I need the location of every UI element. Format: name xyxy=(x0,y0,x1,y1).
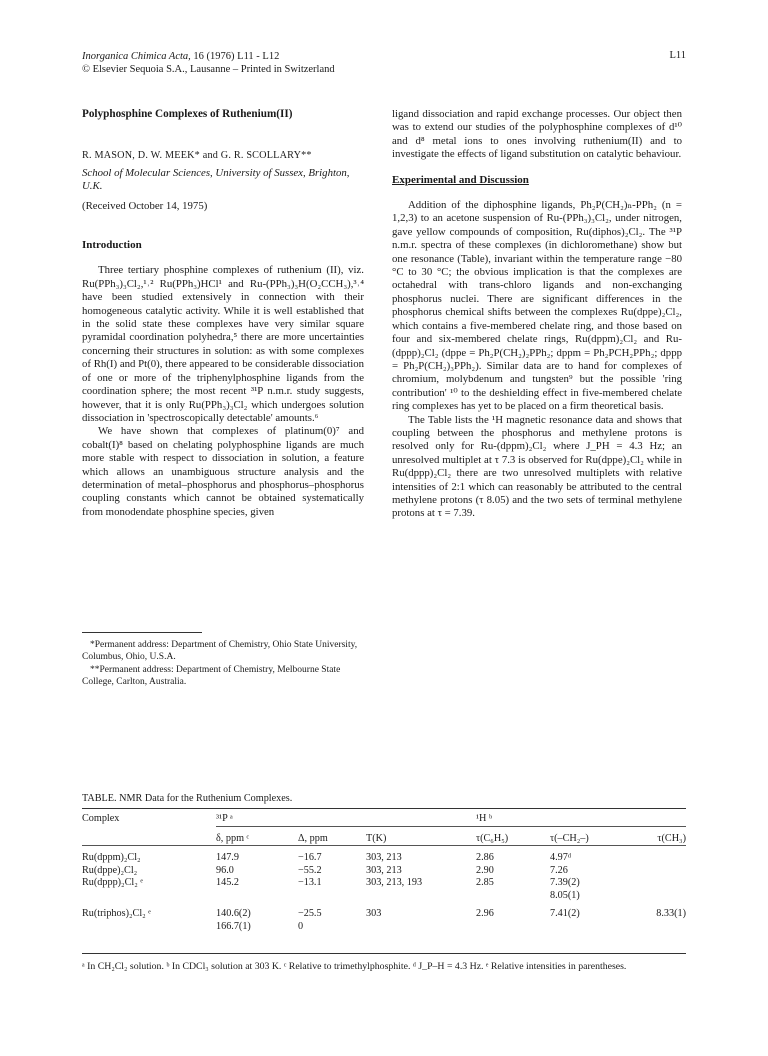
table-cell-delta xyxy=(216,890,298,903)
table-cell-ch3 xyxy=(630,865,686,878)
table-cell-complex xyxy=(82,921,216,934)
table-cell-Delta: −16.7 xyxy=(298,852,322,863)
publisher-line: © Elsevier Sequoia S.A., Lausanne – Printed in Switzerland xyxy=(82,64,335,75)
table-row xyxy=(82,865,686,878)
table-cell-c6h5 xyxy=(476,890,550,903)
footnote-1: *Permanent address: Department of Chemistry, Ohio State University, Columbus, Ohio, U.S.A. xyxy=(82,640,358,662)
table-cell-ch3 xyxy=(630,890,686,903)
table-cell-complex xyxy=(82,890,216,903)
footnote-rule xyxy=(82,632,202,633)
section-heading-experimental: Experimental and Discussion xyxy=(392,173,529,186)
table-cell-ch2: 4.97ᵈ xyxy=(550,852,571,863)
subheader-ch3: τ(CH₃) xyxy=(657,832,686,844)
subheader-delta: δ, ppm ᶜ xyxy=(216,832,250,844)
page-number: L11 xyxy=(669,50,686,61)
nmr-table xyxy=(82,808,686,933)
table-cell-complex: Ru(dppe)₂Cl₂ xyxy=(82,864,138,876)
table-footnote-text: ᵃ In CH₂Cl₂ solution. ᵇ In CDCl₃ solution at 303 K. ᶜ Relative to trimethylphosphite. ᵈ J_P–H = 4.3 Hz. ᵉ Relative intensities in parentheses. xyxy=(82,961,627,972)
left-column xyxy=(82,108,364,519)
footnote-2: **Permanent address: Department of Chemistry, Melbourne State College, Carlton, Australia. xyxy=(82,665,341,687)
experimental-paragraph-2: The Table lists the ¹H magnetic resonance data and shows that coupling between the phosphorus and methylene protons is resolved only for Ru-(dppm)₂Cl₂ where J_PH = 4.3 Hz; an unresolved multiplet at τ 7.3 is observed for Ru(dppe)₂Cl₂ while in Ru(dppp)₂Cl₂ there are two unresolved multiplets with relative intensities of 2:1 which can reasonably be attributed to the central methylene protons (τ 8.05) and the two sets of terminal methylene protons at τ = 7.39. xyxy=(392,413,682,520)
table-cell-ch2 xyxy=(550,921,630,934)
table-cell-delta: 166.7(1) xyxy=(216,920,251,932)
table-header-row xyxy=(82,813,686,826)
right-column xyxy=(392,108,682,521)
table-cell-complex: Ru(triphos)₂Cl₂ ᵉ xyxy=(82,908,151,919)
table-row xyxy=(82,877,686,890)
affiliation: School of Molecular Sciences, University of Sussex, Brighton, U.K. xyxy=(82,166,350,193)
intro-paragraph-2: We have shown that complexes of platinum(0)⁷ and cobalt(I)⁸ based on chelating polyphosphine ligands are much more stable with respect to dissociation in solution, a feature which allows an unambiguous structure analysis and the determination of metal–phosphorus and phosphorus–phosphorus coupling constants which cannot be obtained systematically from monodendate phosphine species, given xyxy=(82,425,364,518)
table-cell-Delta: 0 xyxy=(298,920,304,932)
table-row xyxy=(82,890,686,903)
table-cell-Delta: −55.2 xyxy=(298,864,322,876)
header-31p: ³¹P ᵃ xyxy=(216,813,233,824)
table-cell-ch3 xyxy=(630,852,686,865)
continued-paragraph: ligand dissociation and rapid exchange processes. Our object then was to extend our studies of the polyphosphine complexes of d¹⁰ and d⁸ metal ions to ones involving ruthenium(II) and to investigate the effects of ligand substitution on catalytic behaviour. xyxy=(392,108,682,161)
table-cell-delta: 96.0 xyxy=(216,864,234,876)
table-cell-delta: 147.9 xyxy=(216,852,239,863)
table-cell-T: 303, 213 xyxy=(366,852,402,863)
table-cell-Delta: −25.5 xyxy=(298,908,322,919)
table-cell-complex: Ru(dppp)₂Cl₂ ᵉ xyxy=(82,877,143,888)
table-cell-complex: Ru(dppm)₂Cl₂ xyxy=(82,852,141,863)
table-cell-T: 303, 213, 193 xyxy=(366,877,423,888)
header-complex: Complex xyxy=(82,813,120,824)
header-1h: ¹H ᵇ xyxy=(476,813,493,824)
table-cell-c6h5: 2.86 xyxy=(476,852,494,863)
table-cell-ch2: 7.26 xyxy=(550,864,568,876)
running-header xyxy=(82,50,335,76)
subheader-T: T(K) xyxy=(366,832,387,844)
journal-name: Inorganica Chimica Acta, xyxy=(82,51,191,62)
table-cell-T: 303, 213 xyxy=(366,864,402,876)
received-date: (Received October 14, 1975) xyxy=(82,199,208,212)
journal-citation: 16 (1976) L11 - L12 xyxy=(190,51,280,62)
table-cell-T xyxy=(366,890,476,903)
table-row xyxy=(82,902,686,921)
table-cell-Delta: −13.1 xyxy=(298,877,322,888)
table-cell-c6h5: 2.96 xyxy=(476,908,494,919)
table-cell-c6h5: 2.85 xyxy=(476,877,494,888)
table-cell-ch3 xyxy=(630,877,686,890)
subheader-ch2: τ(–CH₂–) xyxy=(550,832,589,844)
article-title: Polyphosphine Complexes of Ruthenium(II) xyxy=(82,108,293,120)
table-cell-T: 303 xyxy=(366,908,382,919)
intro-paragraph-1: Three tertiary phosphine complexes of ruthenium (II), viz. Ru(PPh₃)₃Cl₂,¹˒² Ru(PPh₃)HCl¹ and Ru-(PPh₃)₃H(O₂CCH₃),³˒⁴ have been studied extensively in connection with their homogeneous catalytic activity. While it is well established that in the solid state these complexes have very similar square pyramidal coordination polyhedra,⁵ there are more uncertainties concerning their structures in solution: as with some complexes of Rh(I) and Pt(0), there appeared to be considerable dissociation of one or more of the triphenylphosphine ligands from the coordination sphere; the most recent ³¹P n.m.r. study suggests, however, that it is only Ru(PPh₃)₃Cl₂ which undergoes solution dissociation in 'spectroscopically detectable' amounts.⁶ xyxy=(82,264,364,424)
table-cell-c6h5: 2.90 xyxy=(476,864,494,876)
table-row xyxy=(82,852,686,865)
table-cell-ch2: 7.39(2) xyxy=(550,877,580,888)
table-cell-delta: 145.2 xyxy=(216,877,239,888)
table-cell-T xyxy=(366,921,476,934)
table-subheader-row xyxy=(82,833,686,846)
table-cell-c6h5 xyxy=(476,921,550,934)
table-cell-ch3: 8.33(1) xyxy=(656,908,686,919)
subheader-c6h5: τ(C₆H₅) xyxy=(476,832,509,844)
table-cell-ch3 xyxy=(630,921,686,934)
subheader-Delta: Δ, ppm xyxy=(298,832,328,844)
table-cell-ch2: 7.41(2) xyxy=(550,908,580,919)
author-list: R. MASON, D. W. MEEK* and G. R. SCOLLARY** xyxy=(82,150,312,162)
table-cell-Delta xyxy=(298,890,366,903)
section-heading-introduction: Introduction xyxy=(82,239,142,252)
experimental-paragraph-1: Addition of the diphosphine ligands, Ph₂P(CH₂)ₙ-PPh₂ (n = 1,2,3) to an acetone suspension of Ru-(PPh₃)₃Cl₂, under nitrogen, gave yellow compounds of composition, Ru(diphos)₂Cl₂. The ³¹P n.m.r. spectra of these complexes (in dichloromethane) show but one resonance (Table), invariant within the temperature range −80 °C to 30 °C; the obvious implication is that the complexes are octahedral with trans-chloro ligands and non-exchanging phosphorus nuclei. There are significant differences in the phosphorus chemical shifts between the complexes Ru(dppe)₂Cl₂, which contains a five-membered chelate ring, and those based on four and six-membered chelate rings, Ru(dppm)₂Cl₂ and Ru-(dppp)₂Cl₂ (dppe = Ph₂P(CH₂)₂PPh₂; dppm = Ph₂PCH₂PPh₂; dppp = Ph₂P(CH₂)₃PPh₂). Similar data are to hand for complexes of chromium, molybdenum and tungsten⁹ but the possible 'ring contribution' ¹⁰ to the deshielding effect in five-membered chelate ring complexes has yet to be placed on a firm theoretical basis. xyxy=(392,199,682,413)
table-caption: TABLE. NMR Data for the Ruthenium Complexes. xyxy=(82,793,293,804)
table-footnotes xyxy=(82,953,686,973)
author-footnotes xyxy=(82,632,364,689)
table-row xyxy=(82,921,686,934)
table-cell-delta: 140.6(2) xyxy=(216,908,251,919)
table-cell-ch2: 8.05(1) xyxy=(550,889,580,901)
